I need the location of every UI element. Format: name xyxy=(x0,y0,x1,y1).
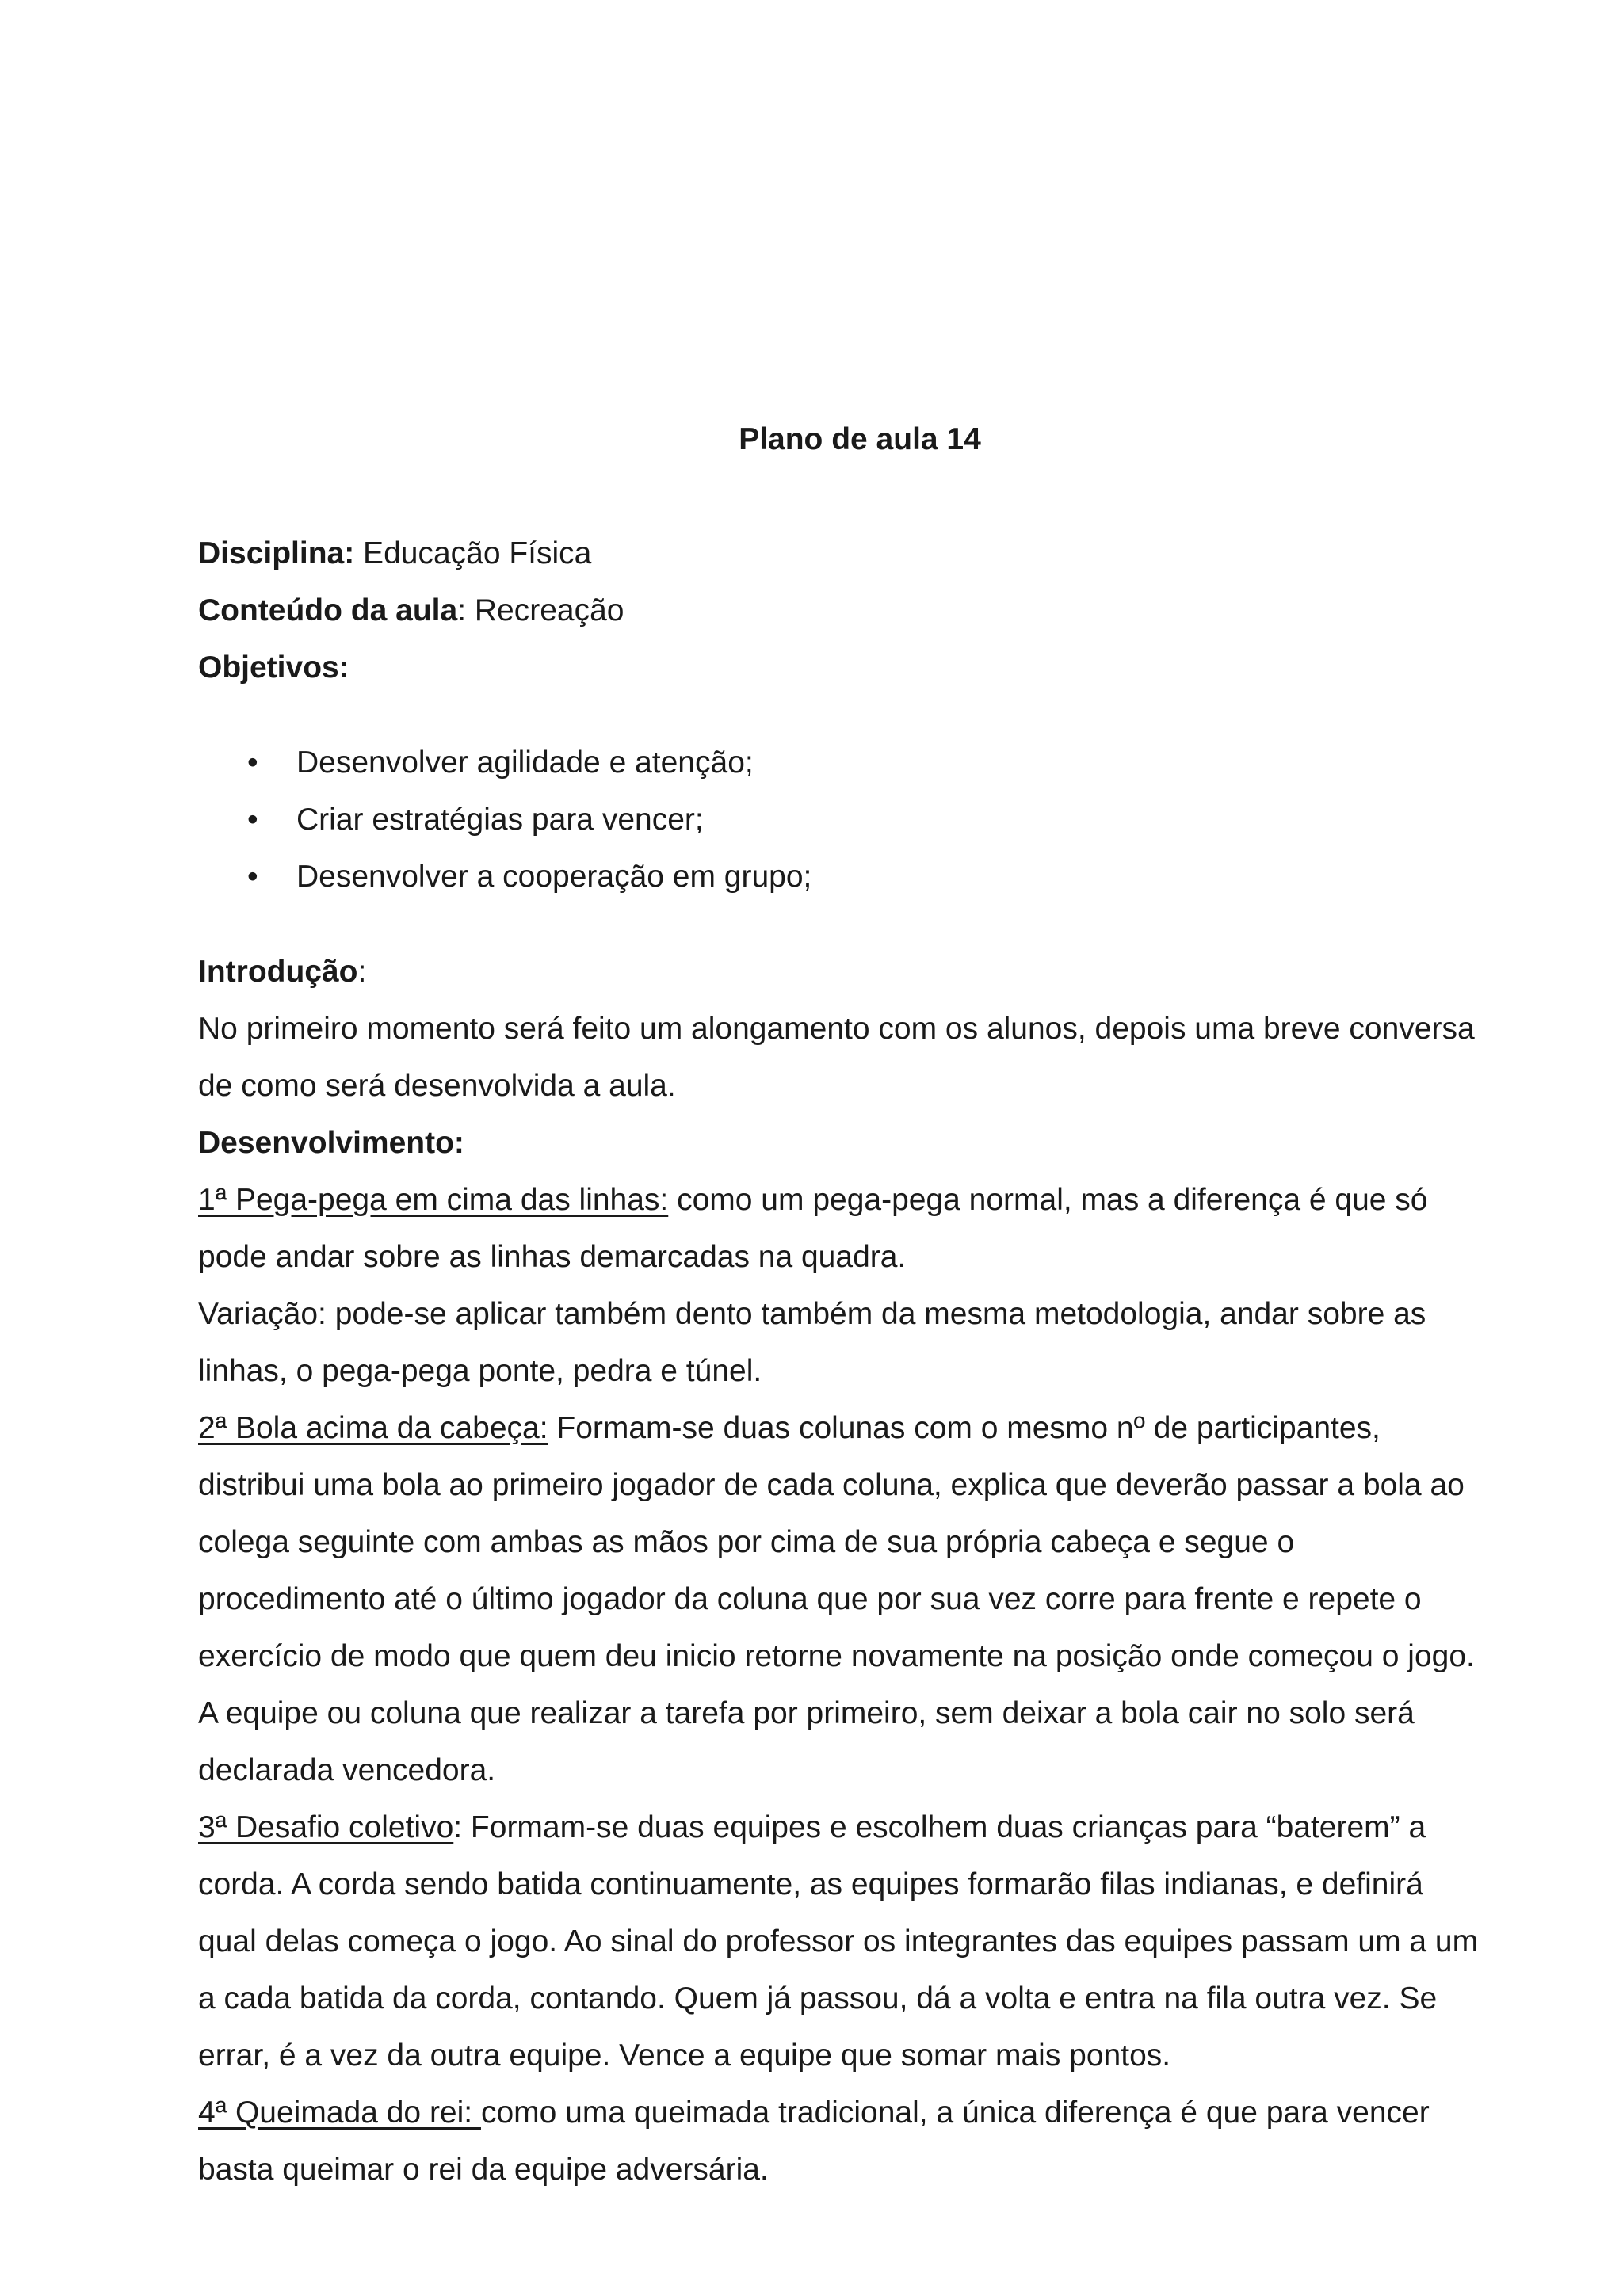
activity-queimada-rei xyxy=(198,2084,1490,2199)
list-item-text: Desenvolver agilidade e atenção; xyxy=(296,746,754,780)
field-objetivos xyxy=(198,639,1490,696)
activity-title: 2ª Bola acima da cabeça: xyxy=(198,1411,548,1445)
development-heading: Desenvolvimento: xyxy=(198,1126,464,1160)
list-item xyxy=(198,734,1490,791)
field-label: Conteúdo da aula xyxy=(198,593,458,627)
list-item-text: Criar estratégias para vencer; xyxy=(296,803,704,837)
activity-title: 4ª Queimada do rei: xyxy=(198,2096,481,2130)
bullet-icon: • xyxy=(247,860,258,894)
field-value: Educação Física xyxy=(354,536,592,570)
document-title: Plano de aula 14 xyxy=(739,422,981,456)
field-conteudo xyxy=(198,582,1490,639)
document-body xyxy=(198,411,1490,2199)
activity-variacao xyxy=(198,1286,1490,1400)
activity-pega-pega xyxy=(198,1172,1490,1286)
activity-desafio-coletivo xyxy=(198,1799,1490,2084)
introduction-text: No primeiro momento será feito um alongamento com os alunos, depois uma breve conversa de como será desenvolvida a aula. xyxy=(198,1012,1475,1103)
field-value: : Recreação xyxy=(457,593,624,627)
introduction-heading-line xyxy=(198,944,1490,1001)
activity-title: 3ª Desafio coletivo xyxy=(198,1810,454,1844)
list-item xyxy=(198,791,1490,849)
objectives-list xyxy=(198,734,1490,906)
bullet-icon: • xyxy=(247,803,258,837)
activity-bola-acima xyxy=(198,1400,1490,1799)
activity-text: Formam-se duas colunas com o mesmo nº de participantes, distribui uma bola ao primeiro jogador de cada coluna, explica que deverão passar a bola ao colega seguinte com ambas as mãos por cima de sua própria cabeça e segue o procedimento até o último jogador da coluna que por sua vez corre para frente e repete o exercício de modo que quem deu inicio retorne novamente na posição onde começou o jogo. A equipe ou coluna que realizar a tarefa por primeiro, sem deixar a bola cair no solo será declarada vencedora. xyxy=(198,1411,1475,1787)
introduction-heading-suffix: : xyxy=(357,955,367,989)
field-disciplina xyxy=(198,525,1490,582)
field-label: Disciplina: xyxy=(198,536,355,570)
activity-text: Variação: pode-se aplicar também dento também da mesma metodologia, andar sobre as linhas, o pega-pega ponte, pedra e túnel. xyxy=(198,1297,1426,1388)
list-item xyxy=(198,849,1490,906)
development-section xyxy=(198,1115,1490,2199)
bullet-icon: • xyxy=(247,746,258,780)
introduction-section xyxy=(198,944,1490,1115)
activity-text: como uma queimada tradicional, a única diferença é que para vencer basta queimar o rei da equipe adversária. xyxy=(198,2096,1430,2187)
introduction-heading: Introdução xyxy=(198,955,358,989)
list-item-text: Desenvolver a cooperação em grupo; xyxy=(296,860,812,894)
activity-text: como um pega-pega normal, mas a diferença é que só pode andar sobre as linhas demarcadas na quadra. xyxy=(198,1183,1428,1274)
field-label: Objetivos: xyxy=(198,650,349,685)
activity-text: : Formam-se duas equipes e escolhem duas crianças para “baterem” a corda. A corda sendo batida continuamente, as equipes formarão filas indianas, e definirá qual delas começa o jogo. Ao sinal do professor os integrantes das equipes passam um a um a cada batida da corda, contando. Quem já passou, dá a volta e entra na fila outra vez. Se errar, é a vez da outra equipe. Vence a equipe que somar mais pontos. xyxy=(198,1810,1479,2073)
activity-title: 1ª Pega-pega em cima das linhas: xyxy=(198,1183,669,1217)
